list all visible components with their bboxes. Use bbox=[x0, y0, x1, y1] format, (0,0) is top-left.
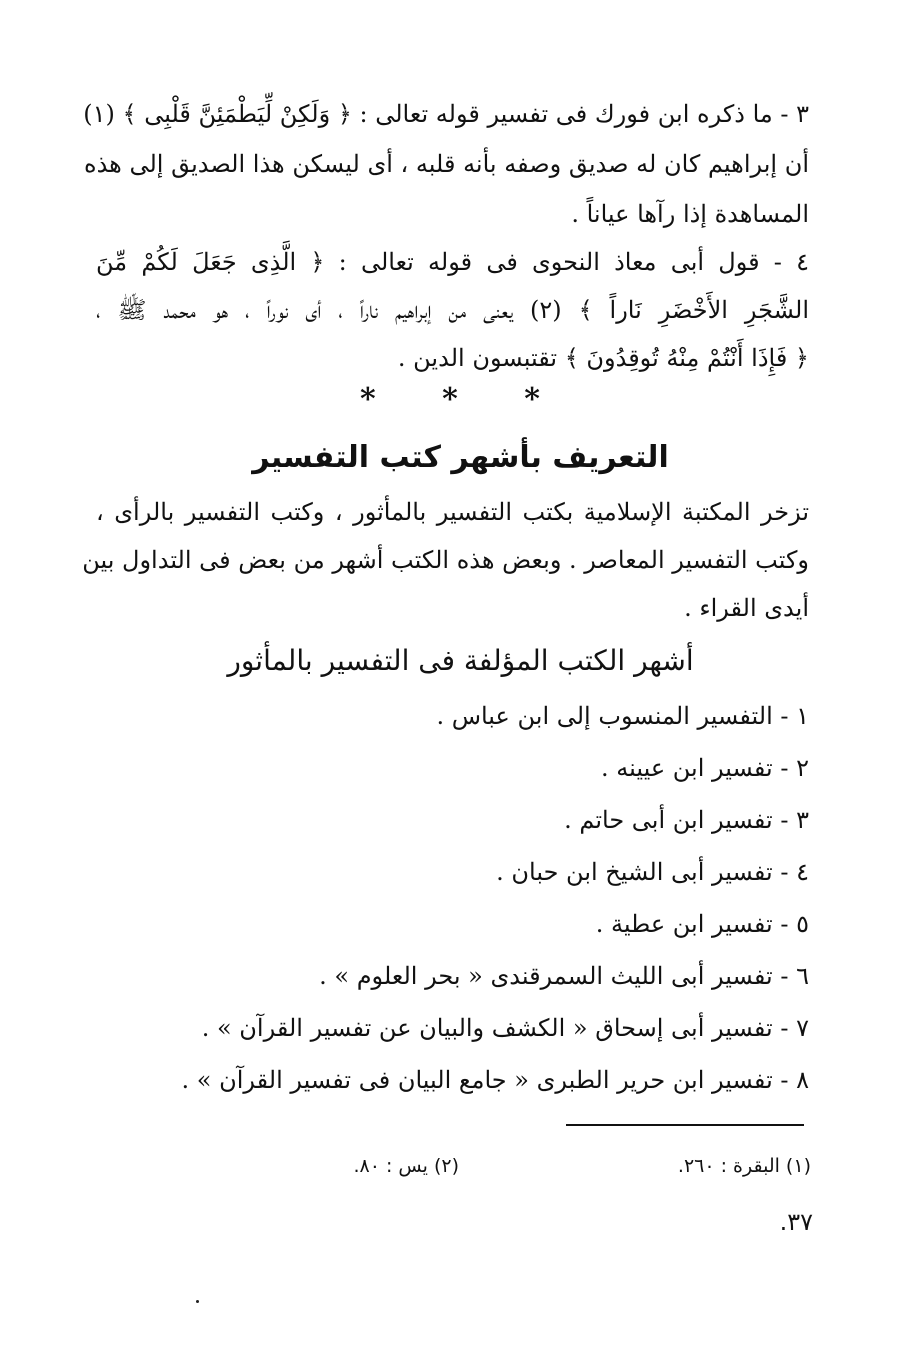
intro-line-3: أيدى القراء . bbox=[684, 594, 809, 622]
list-item: ٢ - تفسير ابن عيينه . bbox=[600, 754, 809, 782]
paragraph-4-line-1: ٤ - قول أبى معاذ النحوى فى قوله تعالى : ﴿ الَّذِى جَعَلَ لَكُمْ مِّنَ bbox=[96, 248, 809, 276]
intro-line-2: وكتب التفسير المعاصر . وبعض هذه الكتب أشهر من بعض فى التداول بين bbox=[82, 546, 809, 574]
list-item: ٨ - تفسير ابن حرير الطبرى « جامع البيان فى تفسير القرآن » . bbox=[181, 1066, 809, 1094]
intro-line-1: تزخر المكتبة الإسلامية بكتب التفسير بالمأثور ، وكتب التفسير بالرأى ، bbox=[96, 498, 809, 526]
list-item: ٥ - تفسير ابن عطية . bbox=[595, 910, 809, 938]
list-item: ٧ - تفسير أبى إسحاق « الكشف والبيان عن تفسير القرآن » . bbox=[201, 1014, 809, 1042]
section-heading: التعريف بأشهر كتب التفسير bbox=[252, 440, 669, 475]
print-speck bbox=[196, 1300, 199, 1303]
list-item: ٤ - تفسير أبى الشيخ ابن حبان . bbox=[496, 858, 809, 886]
paragraph-4-line-3: ﴿ فَإِذَا أَنْتُمْ مِنْهُ تُوقِدُونَ ﴾ تقتبسون الدين . bbox=[397, 344, 809, 372]
separator-star: * bbox=[360, 382, 376, 417]
paragraph-3-line-2: أن إبراهيم كان له صديق وصفه بأنه قلبه ، أى ليسكن هذا الصديق إلى هذه bbox=[84, 150, 809, 178]
subheading: أشهر الكتب المؤلفة فى التفسير بالمأثور bbox=[227, 644, 694, 677]
paragraph-3-line-3: المساهدة إذا رآها عياناً . bbox=[571, 200, 809, 228]
footnote-1: (١) البقرة : ٢٦٠. bbox=[677, 1155, 811, 1177]
footnote-2: (٢) يس : ٨٠. bbox=[353, 1155, 459, 1177]
list-item: ٦ - تفسير أبى الليث السمرقندى « بحر العلوم » . bbox=[319, 962, 809, 990]
separator-star: * bbox=[442, 382, 458, 417]
section-separator bbox=[360, 382, 540, 417]
list-item: ١ - التفسير المنسوب إلى ابن عباس . bbox=[436, 702, 809, 730]
page-number: ٣٧. bbox=[779, 1208, 813, 1236]
paragraph-4-line-2: الشَّجَرِ الأَخْضَرِ نَاراً ﴾ (٢) يعنى من إبراهيم ناراً ، أى نوراً ، هو محمد ﷺ ، bbox=[96, 296, 809, 324]
footnote-divider bbox=[566, 1124, 804, 1126]
paragraph-3-line-1: ٣ - ما ذكره ابن فورك فى تفسير قوله تعالى : ﴿ وَلَكِنْ لِّيَطْمَئِنَّ قَلْبِى ﴾ (١) bbox=[83, 100, 809, 128]
list-item: ٣ - تفسير ابن أبى حاتم . bbox=[564, 806, 809, 834]
separator-star: * bbox=[524, 382, 540, 417]
